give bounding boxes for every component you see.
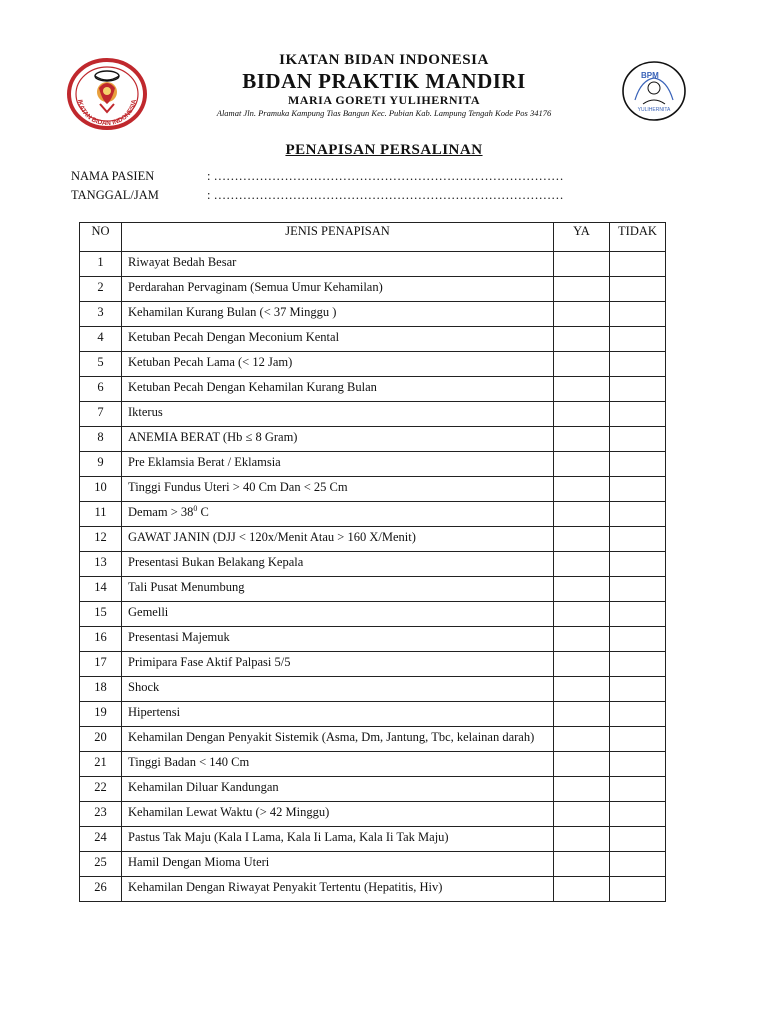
date-time-blank[interactable]: : ………………………………………………………………………… [207,188,564,202]
row-number: 26 [80,877,122,902]
screening-item: Kehamilan Diluar Kandungan [122,777,554,802]
ya-checkbox-cell[interactable] [554,277,610,302]
tidak-checkbox-cell[interactable] [610,802,666,827]
screening-item: Presentasi Majemuk [122,627,554,652]
table-row [80,577,666,602]
table-row [80,252,666,277]
ya-checkbox-cell[interactable] [554,677,610,702]
tidak-checkbox-cell[interactable] [610,702,666,727]
screening-item: Pre Eklamsia Berat / Eklamsia [122,452,554,477]
row-number: 18 [80,677,122,702]
table-row [80,327,666,352]
tidak-checkbox-cell[interactable] [610,477,666,502]
table-row [80,552,666,577]
date-time-field[interactable] [71,188,564,203]
screening-item: Ketuban Pecah Dengan Kehamilan Kurang Bulan [122,377,554,402]
row-number: 19 [80,702,122,727]
row-number: 21 [80,752,122,777]
practice-name: BIDAN PRAKTIK MANDIRI [242,69,526,93]
tidak-checkbox-cell[interactable] [610,852,666,877]
ya-checkbox-cell[interactable] [554,527,610,552]
screening-table [79,222,666,902]
screening-item: Hipertensi [122,702,554,727]
ya-checkbox-cell[interactable] [554,852,610,877]
ya-checkbox-cell[interactable] [554,652,610,677]
screening-item: Shock [122,677,554,702]
address-line: Alamat Jln. Pramuka Kampung Tias Bangun Kec. Pubian Kab. Lampung Tengah Kode Pos 34176 [216,108,552,118]
row-number: 23 [80,802,122,827]
tidak-checkbox-cell[interactable] [610,452,666,477]
screening-item: Tinggi Fundus Uteri > 40 Cm Dan < 25 Cm [122,477,554,502]
date-time-label: TANGGAL/JAM [71,188,159,202]
row-number: 1 [80,252,122,277]
screening-item: Ketuban Pecah Lama (< 12 Jam) [122,352,554,377]
tidak-checkbox-cell[interactable] [610,377,666,402]
table-row [80,827,666,852]
screening-item: Kehamilan Lewat Waktu (> 42 Minggu) [122,802,554,827]
table-row [80,427,666,452]
table-row [80,852,666,877]
tidak-checkbox-cell[interactable] [610,602,666,627]
header-jenis: JENIS PENAPISAN [122,223,554,252]
screening-item [122,502,554,527]
screening-item: Presentasi Bukan Belakang Kepala [122,552,554,577]
header-tidak: TIDAK [610,223,666,252]
tidak-checkbox-cell[interactable] [610,252,666,277]
table-row [80,477,666,502]
tidak-checkbox-cell[interactable] [610,752,666,777]
ya-checkbox-cell[interactable] [554,627,610,652]
row-number: 4 [80,327,122,352]
tidak-checkbox-cell[interactable] [610,552,666,577]
svg-text:YULIHERNITA: YULIHERNITA [637,107,671,113]
screening-item: Tinggi Badan < 140 Cm [122,752,554,777]
row-number: 25 [80,852,122,877]
table-row [80,627,666,652]
ya-checkbox-cell[interactable] [554,302,610,327]
ya-checkbox-cell[interactable] [554,877,610,902]
row-number: 15 [80,602,122,627]
row-number: 22 [80,777,122,802]
ya-checkbox-cell[interactable] [554,752,610,777]
tidak-checkbox-cell[interactable] [610,677,666,702]
table-row [80,377,666,402]
table-row [80,502,666,527]
tidak-checkbox-cell[interactable] [610,327,666,352]
tidak-checkbox-cell[interactable] [610,577,666,602]
row-number: 24 [80,827,122,852]
ya-checkbox-cell[interactable] [554,577,610,602]
row-number: 13 [80,552,122,577]
document-title: PENAPISAN PERSALINAN [285,142,483,158]
organization-name: IKATAN BIDAN INDONESIA [279,52,489,68]
screening-item: Tali Pusat Menumbung [122,577,554,602]
screening-item: Kehamilan Dengan Riwayat Penyakit Tertentu (Hepatitis, Hiv) [122,877,554,902]
tidak-checkbox-cell[interactable] [610,627,666,652]
screening-item: ANEMIA BERAT (Hb ≤ 8 Gram) [122,427,554,452]
table-row [80,352,666,377]
screening-item: Riwayat Bedah Besar [122,252,554,277]
degree-superscript: 0 [193,504,198,513]
row-number: 14 [80,577,122,602]
table-row [80,677,666,702]
tidak-checkbox-cell[interactable] [610,877,666,902]
svg-text:IKATAN BIDAN INDONESIA: IKATAN BIDAN INDONESIA [76,99,139,128]
ya-checkbox-cell[interactable] [554,827,610,852]
row-number: 9 [80,452,122,477]
tidak-checkbox-cell[interactable] [610,527,666,552]
ya-checkbox-cell[interactable] [554,352,610,377]
ya-checkbox-cell[interactable] [554,602,610,627]
letterhead [0,52,768,119]
ya-checkbox-cell[interactable] [554,377,610,402]
row-number: 17 [80,652,122,677]
table-row [80,877,666,902]
tidak-checkbox-cell[interactable] [610,302,666,327]
table-row [80,277,666,302]
screening-item-text: Demam > 38 [128,505,194,519]
ya-checkbox-cell[interactable] [554,402,610,427]
tidak-checkbox-cell[interactable] [610,402,666,427]
screening-item: Ketuban Pecah Dengan Meconium Kental [122,327,554,352]
table-row [80,702,666,727]
row-number: 7 [80,402,122,427]
row-number: 16 [80,627,122,652]
unit-suffix: C [197,505,209,519]
patient-name-blank[interactable]: : ………………………………………………………………………… [207,169,564,183]
row-number: 11 [80,502,122,527]
table-row [80,802,666,827]
row-number: 6 [80,377,122,402]
ya-checkbox-cell[interactable] [554,327,610,352]
tidak-checkbox-cell[interactable] [610,352,666,377]
ya-checkbox-cell[interactable] [554,552,610,577]
ya-checkbox-cell[interactable] [554,702,610,727]
screening-item: Kehamilan Dengan Penyakit Sistemik (Asma, Dm, Jantung, Tbc, kelainan darah) [122,727,554,752]
screening-item: GAWAT JANIN (DJJ < 120x/Menit Atau > 160 X/Menit) [122,527,554,552]
table-row [80,452,666,477]
tidak-checkbox-cell[interactable] [610,277,666,302]
tidak-checkbox-cell[interactable] [610,827,666,852]
table-row [80,652,666,677]
row-number: 3 [80,302,122,327]
table-row [80,777,666,802]
table-row [80,527,666,552]
tidak-checkbox-cell[interactable] [610,727,666,752]
row-number: 5 [80,352,122,377]
row-number: 2 [80,277,122,302]
ya-checkbox-cell[interactable] [554,727,610,752]
table-header-row [80,223,666,252]
tidak-checkbox-cell[interactable] [610,777,666,802]
table-row [80,602,666,627]
tidak-checkbox-cell[interactable] [610,652,666,677]
row-number: 8 [80,427,122,452]
screening-item: Hamil Dengan Mioma Uteri [122,852,554,877]
ya-checkbox-cell[interactable] [554,477,610,502]
header-ya: YA [554,223,610,252]
patient-name-label: NAMA PASIEN [71,169,155,183]
table-row [80,727,666,752]
row-number: 20 [80,727,122,752]
screening-item: Perdarahan Pervaginam (Semua Umur Kehamilan) [122,277,554,302]
svg-text:BPM: BPM [641,71,659,80]
screening-item: Gemelli [122,602,554,627]
table-row [80,402,666,427]
table-row [80,302,666,327]
screening-item: Ikterus [122,402,554,427]
ya-checkbox-cell[interactable] [554,502,610,527]
patient-name-field[interactable] [71,169,564,184]
ya-checkbox-cell[interactable] [554,252,610,277]
table-row [80,752,666,777]
tidak-checkbox-cell[interactable] [610,502,666,527]
ya-checkbox-cell[interactable] [554,802,610,827]
tidak-checkbox-cell[interactable] [610,427,666,452]
ya-checkbox-cell[interactable] [554,452,610,477]
row-number: 12 [80,527,122,552]
screening-item: Primipara Fase Aktif Palpasi 5/5 [122,652,554,677]
header-no: NO [80,223,122,252]
ya-checkbox-cell[interactable] [554,427,610,452]
row-number: 10 [80,477,122,502]
screening-item: Kehamilan Kurang Bulan (< 37 Minggu ) [122,302,554,327]
screening-item: Pastus Tak Maju (Kala I Lama, Kala Ii Lama, Kala Ii Tak Maju) [122,827,554,852]
ya-checkbox-cell[interactable] [554,777,610,802]
midwife-name: MARIA GORETI YULIHERNITA [287,93,481,107]
